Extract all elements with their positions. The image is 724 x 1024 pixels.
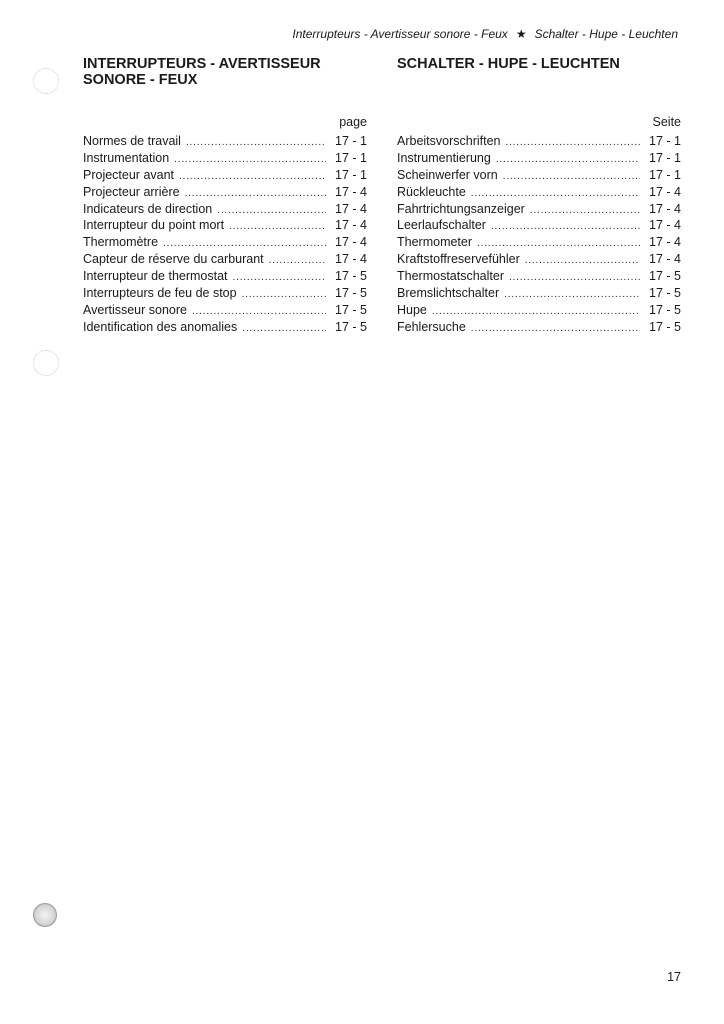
toc-entry[interactable]: [83, 217, 367, 234]
french-toc-list: [83, 133, 367, 336]
toc-entry-page: 17 - 5: [335, 269, 367, 284]
german-section-title: [397, 56, 681, 114]
german-page-column-label: Seite: [652, 115, 681, 129]
toc-entry-page: 17 - 1: [649, 150, 681, 165]
toc-entry[interactable]: [83, 167, 367, 184]
toc-entry-page: 17 - 4: [335, 184, 367, 199]
toc-entry[interactable]: [397, 319, 681, 336]
german-title-line1: SCHALTER - HUPE - LEUCHTEN: [397, 56, 620, 72]
page-number: 17: [667, 970, 681, 984]
toc-entry-label: Interrupteurs de feu de stop: [83, 286, 237, 301]
toc-entry-label: Arbeitsvorschriften: [397, 134, 501, 148]
dot-leader: [471, 184, 640, 201]
toc-entry-page: 17 - 4: [335, 235, 367, 250]
toc-entry-label: Identification des anomalies: [83, 319, 238, 334]
running-header-french: Interrupteurs - Avertisseur sonore - Feux: [292, 27, 508, 41]
toc-entry-label: Fehlersuche: [397, 319, 466, 334]
dot-leader: [503, 167, 640, 184]
dot-leader: [506, 133, 640, 150]
french-title-line2: SONORE - FEUX: [83, 72, 198, 88]
dot-leader: [163, 234, 326, 251]
toc-entry[interactable]: [397, 184, 681, 201]
dot-leader: [217, 201, 326, 218]
toc-entry-label: Instrumentierung: [397, 150, 491, 165]
dot-leader: [233, 268, 326, 285]
punch-hole-middle: [33, 350, 59, 376]
toc-entry-page: 17 - 4: [649, 201, 681, 216]
toc-entry-label: Projecteur arrière: [83, 184, 180, 199]
toc-entry-label: Indicateurs de direction: [83, 201, 213, 216]
toc-entry[interactable]: [83, 251, 367, 268]
dot-leader: [229, 217, 326, 234]
toc-entry-label: Fahrtrichtungsanzeiger: [397, 201, 525, 216]
toc-entry-label: Instrumentation: [83, 150, 170, 165]
toc-entry-page: 17 - 4: [649, 218, 681, 233]
toc-entry[interactable]: [397, 251, 681, 268]
toc-entry-page: 17 - 4: [335, 201, 367, 216]
dot-leader: [185, 184, 326, 201]
toc-entry-page: 17 - 4: [335, 252, 367, 267]
dot-leader: [174, 150, 326, 167]
toc-entry-page: 17 - 4: [649, 252, 681, 267]
toc-entry-label: Bremslichtschalter: [397, 286, 500, 301]
dot-leader: [491, 217, 640, 234]
toc-entry[interactable]: [83, 285, 367, 302]
toc-entry[interactable]: [83, 201, 367, 218]
french-section-title: [83, 56, 367, 114]
toc-entry-page: 17 - 4: [335, 218, 367, 233]
toc-entry-label: Thermomètre: [83, 235, 159, 250]
toc-entry-label: Kraftstoffreservefühler: [397, 252, 520, 267]
toc-entry[interactable]: [397, 167, 681, 184]
punch-hole-top: [33, 68, 59, 94]
dot-leader: [496, 150, 640, 167]
dot-leader: [242, 319, 326, 336]
german-toc-list: [397, 133, 681, 336]
french-title-line1: INTERRUPTEURS - AVERTISSEUR: [83, 56, 321, 72]
toc-entry[interactable]: [397, 234, 681, 251]
toc-entry[interactable]: [83, 268, 367, 285]
toc-entry-label: Thermometer: [397, 235, 473, 250]
dot-leader: [530, 201, 640, 218]
toc-entry-page: 17 - 5: [335, 286, 367, 301]
dot-leader: [269, 251, 326, 268]
toc-entry[interactable]: [83, 234, 367, 251]
toc-entry-label: Avertisseur sonore: [83, 302, 187, 317]
toc-entry[interactable]: [397, 302, 681, 319]
toc-entry[interactable]: [83, 319, 367, 336]
dot-leader: [477, 234, 640, 251]
toc-entry[interactable]: [83, 150, 367, 167]
dot-leader: [242, 285, 326, 302]
dot-leader: [192, 302, 326, 319]
toc-entry[interactable]: [83, 184, 367, 201]
toc-entry-label: Thermostatschalter: [397, 269, 504, 284]
toc-entry-page: 17 - 1: [335, 167, 367, 182]
toc-entry[interactable]: [83, 133, 367, 150]
dot-leader: [509, 268, 640, 285]
toc-entry[interactable]: [397, 285, 681, 302]
dot-leader: [525, 251, 640, 268]
dot-leader: [186, 133, 326, 150]
dot-leader: [432, 302, 640, 319]
toc-entry-page: 17 - 1: [649, 167, 681, 182]
toc-entry-page: 17 - 5: [335, 302, 367, 317]
toc-entry[interactable]: [397, 201, 681, 218]
running-header: [292, 27, 678, 41]
french-toc-section: [83, 56, 367, 336]
german-toc-section: [397, 56, 681, 336]
toc-entry-page: 17 - 5: [649, 286, 681, 301]
toc-entry-page: 17 - 1: [335, 150, 367, 165]
dot-leader: [471, 319, 640, 336]
toc-entry[interactable]: [397, 150, 681, 167]
toc-entry[interactable]: [397, 133, 681, 150]
dot-leader: [179, 167, 326, 184]
toc-entry-label: Capteur de réserve du carburant: [83, 252, 264, 267]
toc-entry[interactable]: [83, 302, 367, 319]
toc-entry[interactable]: [397, 268, 681, 285]
toc-entry-page: 17 - 5: [649, 269, 681, 284]
toc-entry-page: 17 - 4: [649, 184, 681, 199]
french-page-column-label: page: [339, 115, 367, 129]
toc-entry[interactable]: [397, 217, 681, 234]
dot-leader: [504, 285, 640, 302]
punch-hole-bottom: [33, 903, 57, 927]
toc-entry-page: 17 - 1: [335, 134, 367, 148]
toc-entry-label: Leerlaufschalter: [397, 218, 486, 233]
toc-entry-label: Interrupteur du point mort: [83, 218, 225, 233]
running-header-german: Schalter - Hupe - Leuchten: [534, 27, 678, 41]
star-separator-icon: ★: [515, 27, 527, 41]
toc-entry-page: 17 - 4: [649, 235, 681, 250]
toc-entry-page: 17 - 5: [649, 302, 681, 317]
toc-entry-page: 17 - 5: [649, 319, 681, 334]
toc-entry-label: Rückleuchte: [397, 184, 466, 199]
toc-entry-page: 17 - 5: [335, 319, 367, 334]
toc-entry-label: Projecteur avant: [83, 167, 175, 182]
toc-entry-page: 17 - 1: [649, 134, 681, 148]
toc-entry-label: Interrupteur de thermostat: [83, 269, 228, 284]
toc-entry-label: Hupe: [397, 302, 427, 317]
toc-entry-label: Normes de travail: [83, 134, 181, 148]
toc-entry-label: Scheinwerfer vorn: [397, 167, 498, 182]
